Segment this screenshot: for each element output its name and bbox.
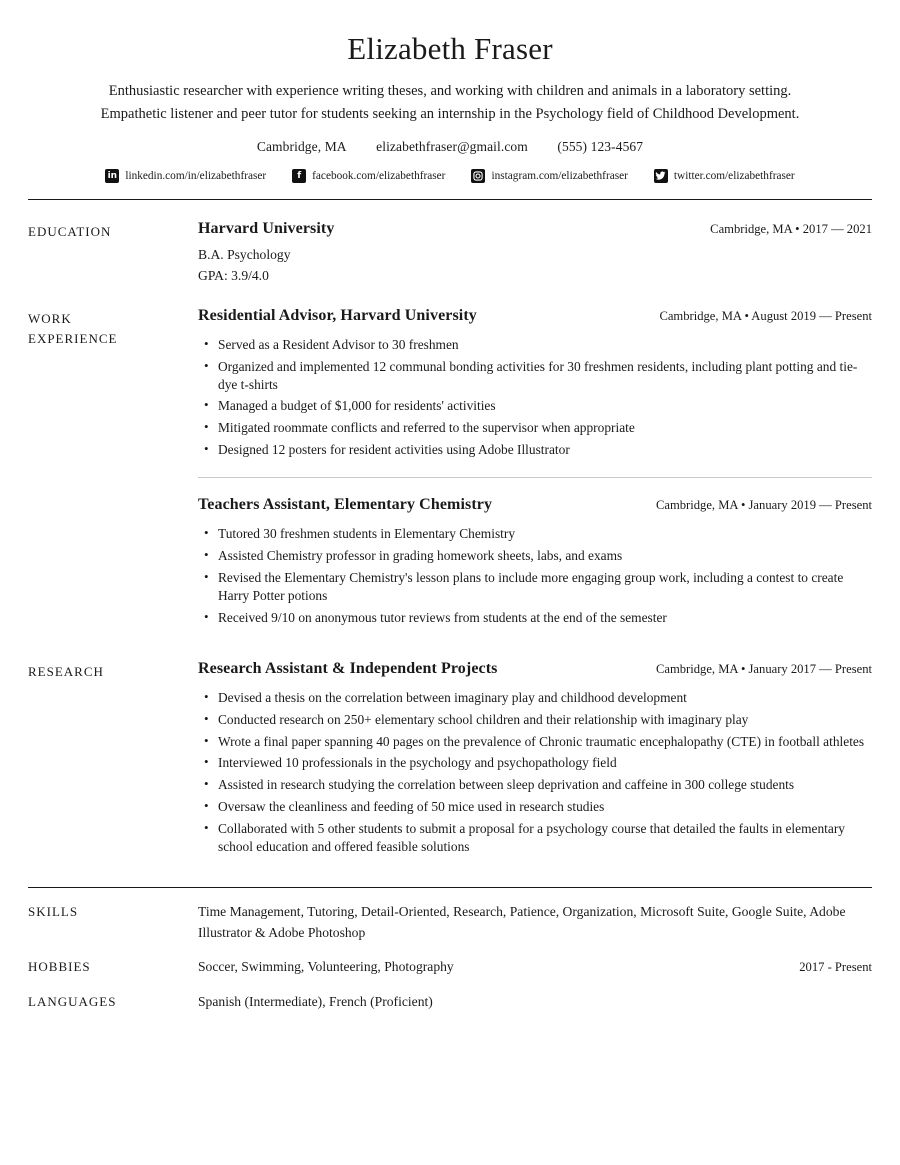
section-work-experience [28,307,872,630]
list-item: • Oversaw the cleanliness and feeding of 50 mice used in research studies [218,798,872,816]
section-label-work-line2: EXPERIENCE [28,330,118,346]
facebook-icon: f [292,169,306,183]
social-link-instagram-label: instagram.com/elizabethfraser [491,170,628,183]
list-item: • Assisted Chemistry professor in grading homework sheets, labs, and exams [218,547,872,565]
work-entry-1 [198,307,872,459]
work-entry-2-bullets [198,525,872,627]
social-link-facebook[interactable] [292,169,445,183]
social-links [28,169,872,183]
work-entry-1-bullets [198,336,872,459]
social-link-linkedin-label: linkedin.com/in/elizabethfraser [125,170,267,183]
hobbies-meta: 2017 - Present [799,960,872,975]
list-item: • Received 9/10 on anonymous tutor reviews from students at the end of the semester [218,609,872,627]
skills-text: Time Management, Tutoring, Detail-Oriented, Research, Patience, Organization, Microsoft Suite, Google Suite, Adobe Illustrator & Adobe Photoshop [198,904,846,940]
work-entry-2 [198,496,872,627]
list-item: • Conducted research on 250+ elementary school children and their relationship with imaginary play [218,711,872,729]
section-hobbies [28,957,872,977]
list-item: • Tutored 30 freshmen students in Elementary Chemistry [218,525,872,543]
section-research [28,660,872,859]
hobbies-text: Soccer, Swimming, Volunteering, Photography [198,959,454,975]
list-item: • Collaborated with 5 other students to submit a proposal for a psychology course that detailed the faults in elementary school education and offered feasible solutions [218,820,872,856]
research-bullets [198,689,872,856]
languages-text: Spanish (Intermediate), French (Proficient) [198,993,433,1009]
section-label-research: RESEARCH [28,664,104,680]
education-degree: B.A. Psychology [198,247,291,263]
list-item: • Mitigated roommate conflicts and referred to the supervisor when appropriate [218,419,872,437]
work-entry-1-title: Residential Advisor, Harvard University [198,306,477,324]
contact-line [28,139,872,155]
research-title: Research Assistant & Independent Projects [198,660,498,678]
page-title: Elizabeth Fraser [347,31,553,66]
resume-header [28,32,872,183]
list-item: • Designed 12 posters for resident activities using Adobe Illustrator [218,441,872,459]
header-divider [28,199,872,200]
twitter-icon [654,169,668,183]
section-languages [28,992,872,1012]
linkedin-icon: in [105,169,119,183]
list-item: • Interviewed 10 professionals in the psychology and psychopathology field [218,754,872,772]
work-entry-2-title: Teachers Assistant, Elementary Chemistry [198,496,493,514]
work-entry-2-meta: Cambridge, MA • January 2019 — Present [655,498,872,513]
work-entry-1-meta: Cambridge, MA • August 2019 — Present [659,308,872,323]
list-item: • Devised a thesis on the correlation between imaginary play and childhood development [218,689,872,707]
research-meta: Cambridge, MA • January 2017 — Present [655,662,872,677]
section-label-education: EDUCATION [28,224,112,240]
section-education [28,220,872,287]
list-item: • Assisted in research studying the correlation between sleep deprivation and caffeine in 300 college students [218,776,872,794]
work-entry-divider [198,477,872,478]
section-label-languages: LANGUAGES [28,993,117,1009]
list-item: • Managed a budget of $1,000 for residents' activities [218,397,872,415]
social-link-twitter-label: twitter.com/elizabethfraser [673,170,795,183]
contact-location: Cambridge, MA [256,139,347,155]
section-skills [28,902,872,943]
list-item: • Served as a Resident Advisor to 30 freshmen [218,336,872,354]
social-link-twitter[interactable] [654,169,795,183]
bottom-divider [28,887,872,888]
social-link-facebook-label: facebook.com/elizabethfraser [312,170,446,183]
education-meta: Cambridge, MA • 2017 — 2021 [710,222,872,237]
social-link-instagram[interactable] [471,169,627,183]
contact-phone: (555) 123-4567 [557,139,644,155]
section-label-work-line1: WORK [28,310,72,326]
profile-summary: Enthusiastic researcher with experience writing theses, and working with children and animals in a laboratory setting. Empathetic listener and peer tutor for students seeking an internship in the Psychology field of Childhood Development. [100,83,800,122]
instagram-icon [471,169,485,183]
list-item: • Revised the Elementary Chemistry's lesson plans to include more engaging group work, including a contest to create Harry Potter potions [218,569,872,605]
social-link-linkedin[interactable] [105,169,266,183]
section-label-work-experience [28,307,198,630]
list-item: • Organized and implemented 12 communal bonding activities for 30 freshmen residents, including plant potting and tie-dye t-shirts [218,358,872,394]
education-school: Harvard University [198,220,335,238]
section-label-skills: SKILLS [28,904,79,920]
section-label-hobbies: HOBBIES [28,959,91,975]
list-item: • Wrote a final paper spanning 40 pages on the prevalence of Chronic traumatic encephalopathy (CTE) in football athletes [218,733,872,751]
education-gpa: GPA: 3.9/4.0 [198,268,269,284]
contact-email[interactable]: elizabethfraser@gmail.com [376,139,528,155]
